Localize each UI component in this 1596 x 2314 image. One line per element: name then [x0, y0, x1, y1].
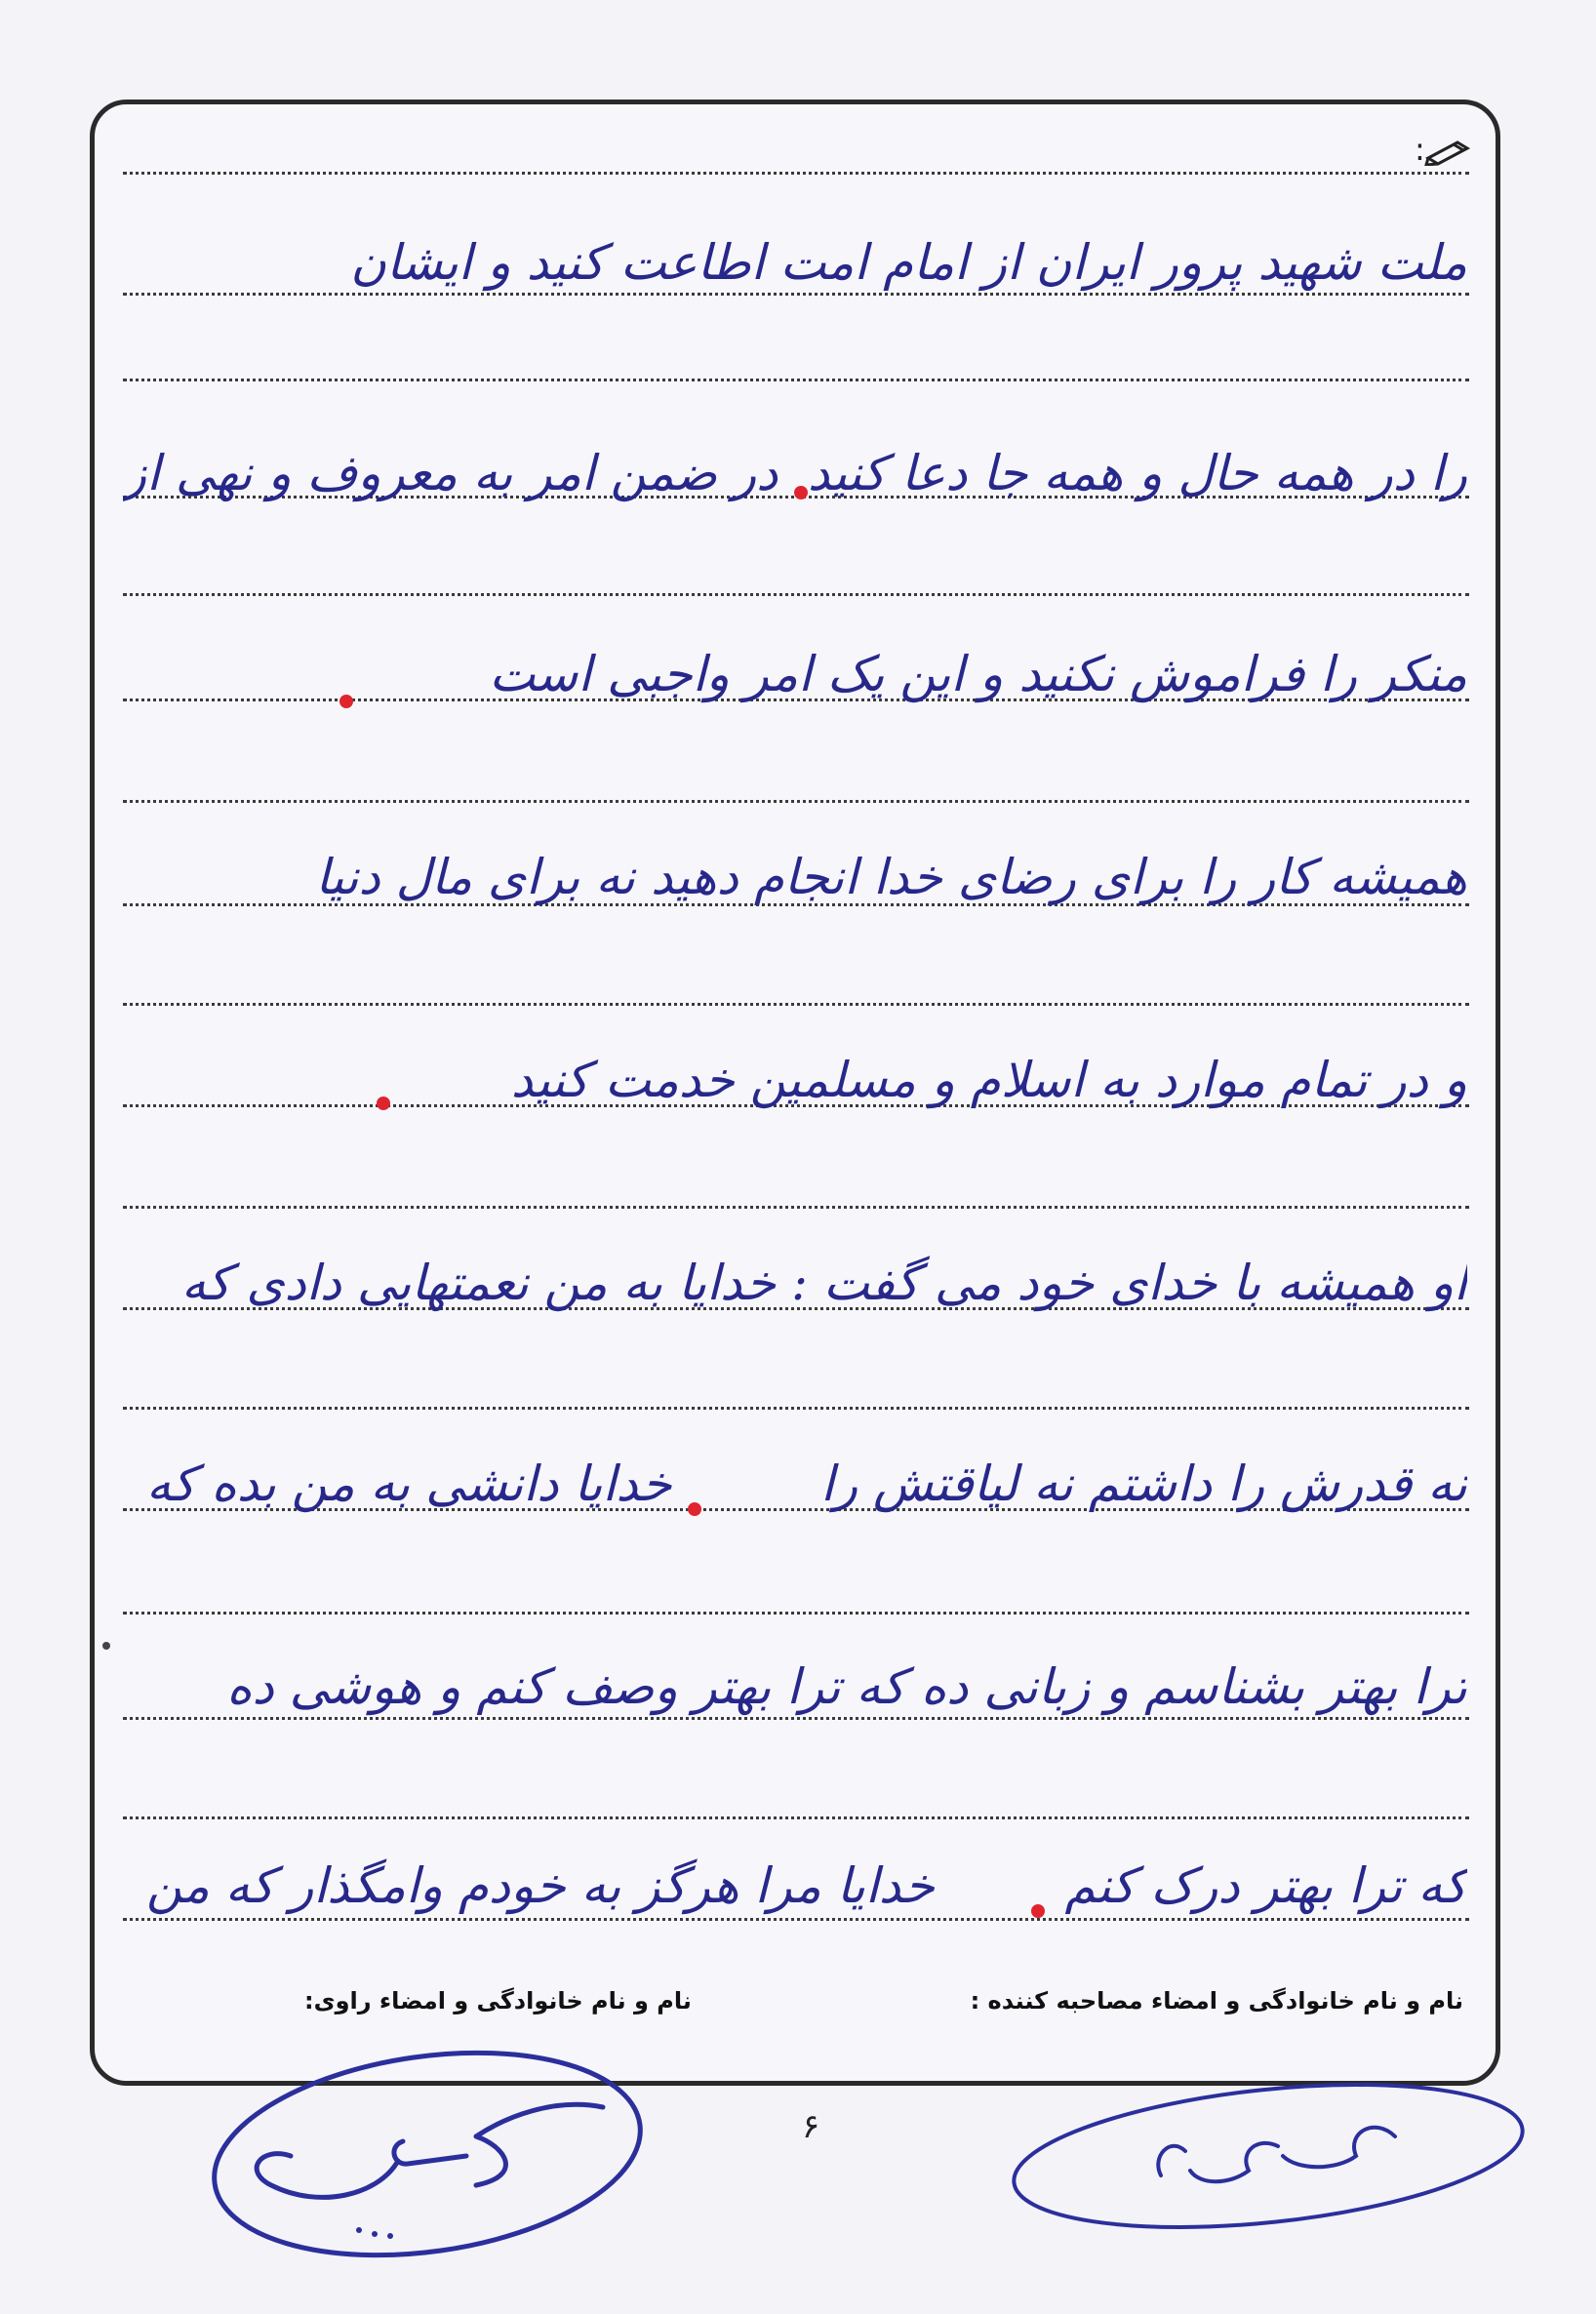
- handwritten-line-9a: که ترا بهتر درک کنم: [1064, 1857, 1467, 1914]
- handwritten-line-3: منکر را فراموش نکنید و این یک امر واجبی است: [489, 646, 1467, 702]
- ruled-line: [123, 800, 1469, 803]
- handwritten-line-2b: در ضمن امر به معروف و نهی از: [123, 445, 778, 501]
- ruled-line: [123, 1816, 1469, 1819]
- red-period-mark: [377, 1097, 390, 1110]
- interviewer-signature-label: نام و نام خانوادگی و امضاء مصاحبه کننده :: [970, 1987, 1463, 2015]
- ruled-line: [123, 172, 1469, 175]
- handwritten-line-7a: نه قدرش را داشتم نه لیاقتش را: [820, 1456, 1467, 1512]
- ruled-line: [123, 1407, 1469, 1410]
- handwritten-line-2a: را در همه حال و همه جا دعا کنید: [807, 445, 1467, 501]
- narrator-signature-label: نام و نام خانوادگی و امضاء راوی:: [304, 1987, 692, 2015]
- handwritten-line-4: همیشه کار را برای رضای خدا انجام دهید نه برای مال دنیا: [315, 849, 1467, 905]
- handwritten-line-6: او همیشه با خدای خود می گفت : خدایا به من نعمتهایی دادی که: [180, 1255, 1467, 1311]
- red-period-mark: [1031, 1904, 1045, 1918]
- header-colon: :: [1415, 131, 1425, 168]
- ruled-line: [123, 1003, 1469, 1006]
- red-period-mark: [688, 1502, 701, 1516]
- interviewer-signature: [1005, 2078, 1532, 2234]
- red-period-mark: [339, 695, 353, 708]
- red-period-mark: [794, 486, 808, 499]
- ruled-line: [123, 593, 1469, 596]
- narrator-signature: [183, 2039, 652, 2273]
- page-number: ۶: [802, 2107, 820, 2146]
- ruled-line: [123, 379, 1469, 381]
- ruled-line: [123, 1206, 1469, 1209]
- binding-hole: [102, 1642, 110, 1650]
- handwritten-line-5: و در تمام موارد به اسلام و مسلمین خدمت کنید: [510, 1052, 1467, 1108]
- handwritten-line-7b: خدایا دانشی به من بده که: [146, 1456, 672, 1512]
- ruled-line: [123, 1918, 1469, 1921]
- pen-icon: [1424, 137, 1473, 166]
- handwritten-line-8: ترا بهتر بشناسم و زبانی ده که ترا بهتر وصف کنم و هوشی ده: [226, 1658, 1467, 1715]
- handwritten-line-9b: خدایا مرا هرگز به خودم وامگذار که من: [146, 1857, 935, 1914]
- ruled-line: [123, 1612, 1469, 1615]
- handwritten-line-1: ملت شهید پرور ایران از امام امت اطاعت کنید و ایشان: [350, 234, 1467, 291]
